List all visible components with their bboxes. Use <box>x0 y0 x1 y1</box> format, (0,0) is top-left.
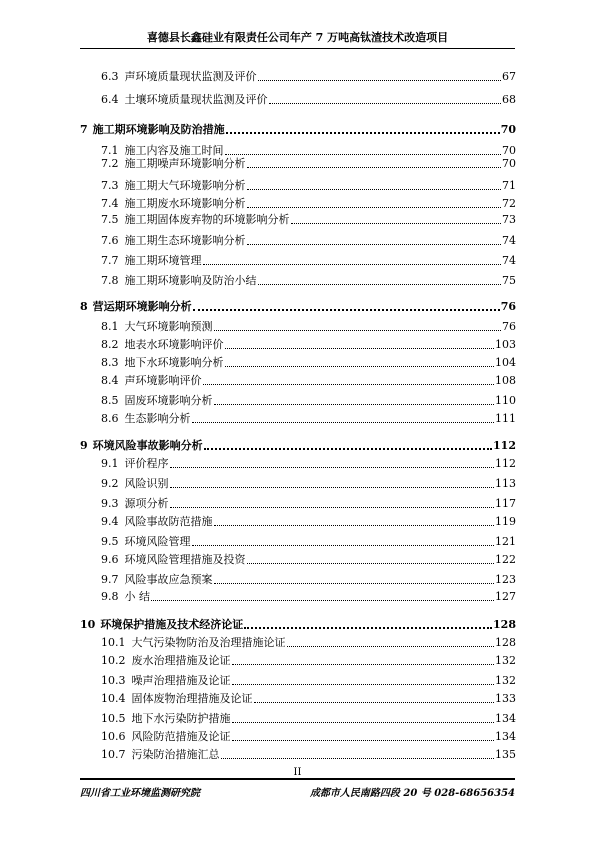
toc-entry-page: 74 <box>502 254 516 267</box>
toc-entry[interactable] <box>101 68 516 84</box>
page-number: II <box>293 767 302 778</box>
toc-entry-title: 固体废物治理措施及论证 <box>131 692 253 705</box>
toc-entry[interactable] <box>101 571 516 587</box>
toc-entry-number: 9.4 <box>101 515 119 528</box>
toc-entry[interactable] <box>101 551 516 567</box>
toc-entry[interactable] <box>101 634 516 650</box>
toc-entry[interactable] <box>101 272 516 288</box>
toc-entry[interactable] <box>101 392 516 408</box>
toc-entry[interactable] <box>80 616 516 632</box>
toc-entry-title: 大气环境影响预测 <box>124 320 213 333</box>
toc-entry[interactable] <box>101 495 516 511</box>
toc-entry-number: 7.2 <box>101 157 119 170</box>
toc-entry-page: 111 <box>495 412 516 425</box>
toc-leader-dots <box>203 263 502 265</box>
toc-leader-dots <box>214 329 502 331</box>
toc-entry-page: 74 <box>502 234 516 247</box>
toc-entry-number: 8.2 <box>101 338 119 351</box>
toc-entry[interactable] <box>101 690 516 706</box>
toc-entry-page: 104 <box>495 356 516 369</box>
toc-entry-page: 71 <box>502 179 516 192</box>
toc-entry-title: 风险防范措施及论证 <box>131 730 231 743</box>
toc-entry-page: 68 <box>502 93 516 106</box>
toc-leader-dots <box>204 447 492 450</box>
toc-entry-title: 施工期废水环境影响分析 <box>124 197 246 210</box>
toc-entry-title: 环境风险管理 <box>124 535 191 548</box>
toc-entry-number: 8.5 <box>101 394 119 407</box>
toc-entry[interactable] <box>101 533 516 549</box>
toc-leader-dots <box>170 466 495 468</box>
toc-entry-title: 地表水环境影响评价 <box>124 338 224 351</box>
toc-entry-page: 75 <box>502 274 516 287</box>
toc-entry-number: 8.6 <box>101 412 119 425</box>
toc-entry-number: 9.1 <box>101 457 119 470</box>
toc-entry-number: 10.7 <box>101 748 126 761</box>
toc-entry-page: 73 <box>502 213 516 226</box>
toc-leader-dots <box>258 283 502 285</box>
toc-entry-number: 7.1 <box>101 144 119 157</box>
toc-entry[interactable] <box>101 336 516 352</box>
toc-entry-number: 9.2 <box>101 477 119 490</box>
toc-entry-title: 环境风险事故影响分析 <box>92 439 203 452</box>
toc-entry-title: 施工期噪声环境影响分析 <box>124 157 246 170</box>
toc-entry-page: 112 <box>495 457 516 470</box>
toc-entry-page: 121 <box>495 535 516 548</box>
toc-entry-number: 7.8 <box>101 274 119 287</box>
toc-entry[interactable] <box>101 318 516 334</box>
toc-leader-dots <box>192 544 495 546</box>
toc-entry-number: 8.3 <box>101 356 119 369</box>
toc-leader-dots <box>287 645 495 647</box>
toc-entry-title: 施工期大气环境影响分析 <box>124 179 246 192</box>
toc-leader-dots <box>214 582 495 584</box>
toc-entry-number: 6.3 <box>101 70 119 83</box>
page-footer <box>80 778 515 798</box>
toc-entry-number: 8.1 <box>101 320 119 333</box>
toc-entry-title: 声环境影响评价 <box>124 374 202 387</box>
toc-entry-page: 133 <box>495 692 516 705</box>
toc-entry-page: 113 <box>495 477 516 490</box>
toc-entry-title: 大气污染物防治及治理措施论证 <box>131 636 286 649</box>
toc-leader-dots <box>170 506 495 508</box>
toc-entry[interactable] <box>101 410 516 426</box>
toc-entry-page: 123 <box>495 573 516 586</box>
toc-leader-dots <box>247 166 502 168</box>
toc-leader-dots <box>225 347 495 349</box>
toc-entry-title: 声环境质量现状监测及评价 <box>124 70 257 83</box>
toc-entry-title: 固废环境影响分析 <box>124 394 213 407</box>
toc-entry-number: 7.3 <box>101 179 119 192</box>
toc-entry-title: 废水治理措施及论证 <box>131 654 231 667</box>
toc-entry-title: 环境保护措施及技术经济论证 <box>100 618 244 631</box>
toc-entry[interactable] <box>101 652 516 668</box>
toc-entry-page: 132 <box>495 654 516 667</box>
toc-entry-title: 评价程序 <box>124 457 169 470</box>
toc-entry-number: 9.8 <box>101 590 119 603</box>
toc-entry-number: 8 <box>80 300 88 313</box>
toc-leader-dots <box>214 524 495 526</box>
toc-entry-number: 10 <box>80 618 96 631</box>
toc-leader-dots <box>247 206 502 208</box>
toc-entry-number: 10.4 <box>101 692 126 705</box>
toc-leader-dots <box>244 626 492 629</box>
toc-entry-number: 7 <box>80 123 88 136</box>
toc-entry-page: 132 <box>495 674 516 687</box>
header-title: 喜德县长鑫硅业有限责任公司年产 7 万吨高钛渣技术改造项目 <box>146 31 449 44</box>
toc-entry-number: 10.5 <box>101 712 126 725</box>
toc-entry-number: 10.3 <box>101 674 126 687</box>
footer-address: 成都市人民南路四段 20 号 028-68656354 <box>309 788 515 799</box>
toc-entry-page: 103 <box>495 338 516 351</box>
toc-entry-title: 风险事故防范措施 <box>124 515 213 528</box>
toc-entry-page: 117 <box>495 497 516 510</box>
toc-entry-number: 6.4 <box>101 93 119 106</box>
toc-entry-title: 地下水污染防护措施 <box>131 712 231 725</box>
toc-leader-dots <box>232 721 495 723</box>
toc-entry[interactable] <box>101 372 516 388</box>
toc-entry-title: 施工期固体废弃物的环境影响分析 <box>124 213 290 226</box>
toc-leader-dots <box>170 486 495 488</box>
toc-entry[interactable] <box>101 475 516 491</box>
footer-institution: 四川省工业环境监测研究院 <box>80 788 200 799</box>
toc-entry-title: 生态影响分析 <box>124 412 191 425</box>
toc-entry-title: 噪声治理措施及论证 <box>131 674 231 687</box>
toc-entry-number: 9.6 <box>101 553 119 566</box>
toc-entry[interactable] <box>101 91 516 107</box>
toc-entry[interactable] <box>101 588 516 604</box>
toc-entry-title: 施工期生态环境影响分析 <box>124 234 246 247</box>
toc-entry-number: 9.7 <box>101 573 119 586</box>
toc-leader-dots <box>214 403 495 405</box>
toc-entry-page: 128 <box>493 618 516 631</box>
toc-entry-title: 地下水环境影响分析 <box>124 356 224 369</box>
toc-entry-number: 10.1 <box>101 636 126 649</box>
toc-entry-number: 7.7 <box>101 254 119 267</box>
toc-entry-page: 70 <box>502 144 516 157</box>
toc-entry-number: 10.2 <box>101 654 126 667</box>
toc-entry-number: 8.4 <box>101 374 119 387</box>
toc-leader-dots <box>247 562 495 564</box>
toc-leader-dots <box>254 701 495 703</box>
toc-entry-title: 施工期环境影响及防治措施 <box>92 123 225 136</box>
toc-entry-number: 9 <box>80 439 88 452</box>
toc-entry[interactable] <box>101 710 516 726</box>
toc-entry-title: 施工内容及施工时间 <box>124 144 224 157</box>
toc-entry-title: 土壤环境质量现状监测及评价 <box>124 93 268 106</box>
toc-leader-dots <box>247 243 502 245</box>
toc-entry[interactable] <box>80 437 516 453</box>
toc-leader-dots <box>269 102 502 104</box>
toc-entry-page: 134 <box>495 712 516 725</box>
toc-entry-number: 10.6 <box>101 730 126 743</box>
toc-entry[interactable] <box>101 195 516 211</box>
toc-entry-page: 110 <box>495 394 516 407</box>
toc-leader-dots <box>203 383 495 385</box>
toc-leader-dots <box>247 188 502 190</box>
toc-entry-page: 127 <box>495 590 516 603</box>
toc-entry-page: 112 <box>493 439 516 452</box>
toc-entry-page: 70 <box>500 123 516 136</box>
toc-entry-title: 风险识别 <box>124 477 169 490</box>
toc-entry-title: 源项分析 <box>124 497 169 510</box>
toc-entry-page: 108 <box>495 374 516 387</box>
toc-entry-title: 污染防治措施汇总 <box>131 748 220 761</box>
toc-leader-dots <box>258 79 502 81</box>
toc-leader-dots <box>192 421 495 423</box>
toc-entry[interactable] <box>101 672 516 688</box>
toc-entry-number: 7.6 <box>101 234 119 247</box>
toc-entry-page: 67 <box>502 70 516 83</box>
toc-entry-page: 70 <box>502 157 516 170</box>
toc-entry-title: 营运期环境影响分析 <box>92 300 192 313</box>
toc-entry-page: 76 <box>500 300 516 313</box>
toc-entry-page: 128 <box>495 636 516 649</box>
toc-entry[interactable] <box>101 232 516 248</box>
toc-entry[interactable] <box>101 513 516 529</box>
toc-entry-title: 环境风险管理措施及投资 <box>124 553 246 566</box>
toc-leader-dots <box>225 365 495 367</box>
toc-entry[interactable] <box>101 252 516 268</box>
toc-entry[interactable] <box>101 354 516 370</box>
toc-leader-dots <box>291 222 502 224</box>
toc-entry-page: 122 <box>495 553 516 566</box>
toc-leader-dots <box>232 683 495 685</box>
toc-leader-dots <box>226 131 500 134</box>
toc-entry[interactable] <box>80 298 516 314</box>
toc-leader-dots <box>232 739 495 741</box>
toc-entry-page: 119 <box>495 515 516 528</box>
toc-entry[interactable] <box>80 121 516 137</box>
toc-entry-page: 72 <box>502 197 516 210</box>
toc-entry[interactable] <box>101 211 516 227</box>
toc-entry-title: 施工期环境管理 <box>124 254 202 267</box>
toc-entry[interactable] <box>101 746 516 762</box>
toc-entry[interactable] <box>101 728 516 744</box>
toc-entry[interactable] <box>101 177 516 193</box>
toc-entry[interactable] <box>101 155 516 171</box>
toc-entry-number: 9.3 <box>101 497 119 510</box>
toc-entry-page: 135 <box>495 748 516 761</box>
toc-entry-title: 风险事故应急预案 <box>124 573 213 586</box>
toc-entry-page: 134 <box>495 730 516 743</box>
toc-entry-number: 7.4 <box>101 197 119 210</box>
toc-entry-number: 9.5 <box>101 535 119 548</box>
toc-leader-dots <box>221 757 495 759</box>
toc-entry-page: 76 <box>502 320 516 333</box>
toc-entry-title: 施工期环境影响及防治小结 <box>124 274 257 287</box>
toc-entry-number: 7.5 <box>101 213 119 226</box>
toc-entry[interactable] <box>101 455 516 471</box>
toc-leader-dots <box>193 308 500 311</box>
toc-entry-title: 小 结 <box>124 590 150 603</box>
toc-leader-dots <box>232 663 495 665</box>
toc-leader-dots <box>151 599 494 601</box>
